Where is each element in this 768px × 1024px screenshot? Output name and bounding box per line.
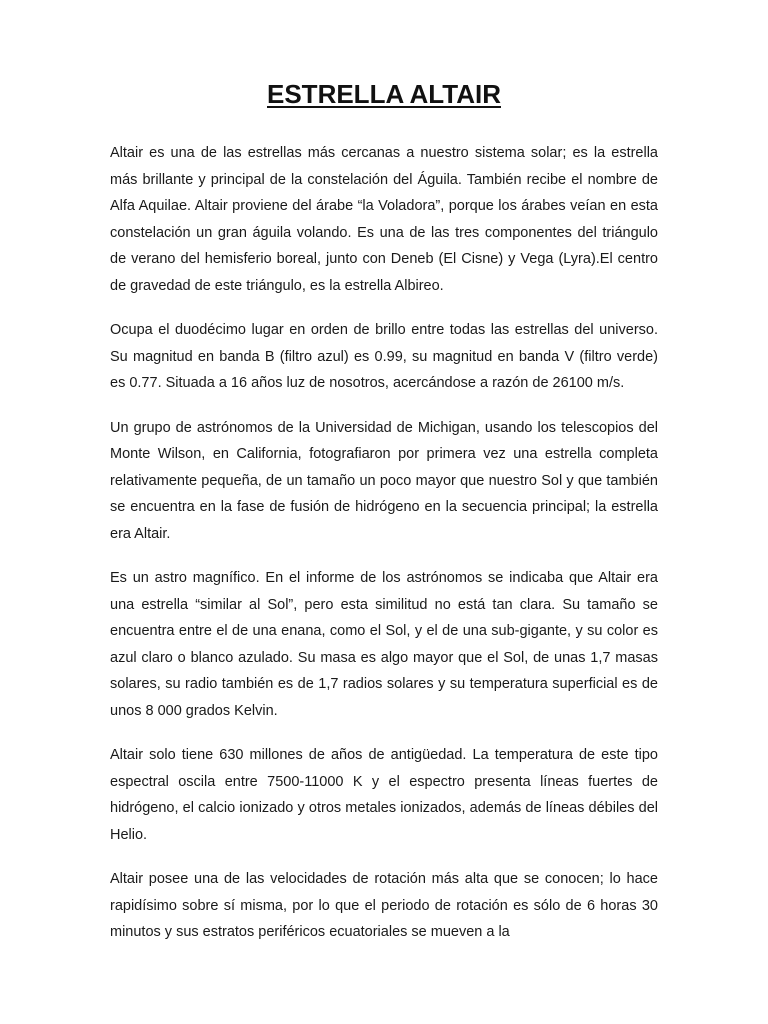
document-body [110,140,658,964]
document-title: ESTRELLA ALTAIR [267,79,501,109]
paragraph-4: Es un astro magnífico. En el informe de los astrónomos se indicaba que Altair era una estrella “similar al Sol”, pero esta similitud no está tan clara. Su tamaño se encuentra entre el de una enana, como el Sol, y el de una sub-gigante, y su color es azul claro o blanco azulado. Su masa es algo mayor que el Sol, de unas 1,7 masas solares, su radio también es de 1,7 radios solares y su temperatura superficial es de unos 8 000 grados Kelvin. [110,570,658,719]
paragraph-3: Un grupo de astrónomos de la Universidad de Michigan, usando los telescopios del Monte Wilson, en California, fotografiaron por primera vez una estrella completa relativamente pequeña, de un tamaño un poco mayor que nuestro Sol y que también se encuentra en la fase de fusión de hidrógeno en la secuencia principal; la estrella era Altair. [110,419,658,542]
paragraph-5: Altair solo tiene 630 millones de años de antigüedad. La temperatura de este tipo espectral oscila entre 7500-11000 K y el espectro presenta líneas fuertes de hidrógeno, el calcio ionizado y otros metales ionizados, además de líneas débiles del Helio. [110,747,658,843]
paragraph-1: Altair es una de las estrellas más cercanas a nuestro sistema solar; es la estrella más brillante y principal de la constelación del Águila. También recibe el nombre de Alfa Aquilae. Altair proviene del árabe “la Voladora”, porque los árabes veían en esta constelación un gran águila volando. Es una de las tres componentes del triángulo de verano del hemisferio boreal, junto con Deneb (El Cisne) y Vega (Lyra).El centro de gravedad de este triángulo, es la estrella Albireo. [110,145,658,294]
paragraph-2: Ocupa el duodécimo lugar en orden de brillo entre todas las estrellas del universo. Su magnitud en banda B (filtro azul) es 0.99, su magnitud en banda V (filtro verde) es 0.77. Situada a 16 años luz de nosotros, acercándose a razón de 26100 m/s. [110,322,658,391]
paragraph-6: Altair posee una de las velocidades de rotación más alta que se conocen; lo hace rapidísimo sobre sí misma, por lo que el periodo de rotación es sólo de 6 horas 30 minutos y sus estratos periféricos ecuatoriales se mueven a la [110,871,658,940]
